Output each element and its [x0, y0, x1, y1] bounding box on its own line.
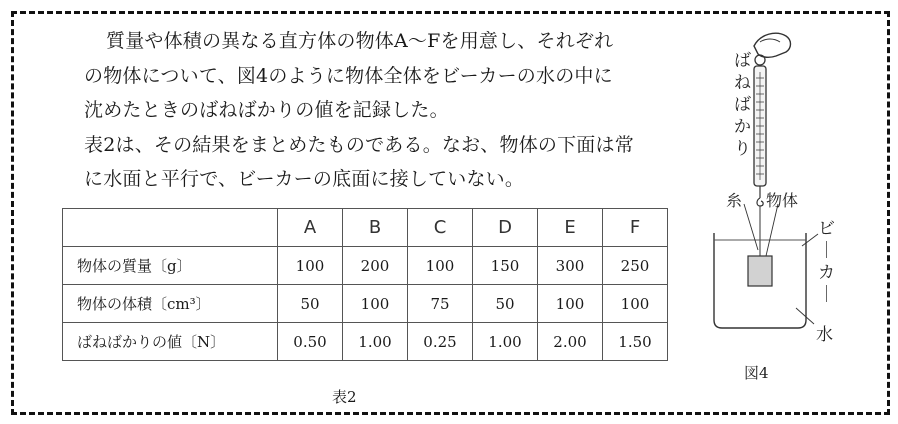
beaker-label-3: カ [818, 263, 835, 283]
table-header-row [63, 209, 668, 247]
hand-icon [754, 33, 791, 65]
column-header-d: D [473, 209, 538, 247]
thread-leader [744, 204, 758, 250]
table-cell: 100 [278, 247, 343, 285]
table-cell: 100 [603, 285, 668, 323]
spring-scale-label-5: り [734, 139, 751, 159]
table-cell: 100 [343, 285, 408, 323]
beaker-label-4: ｜ [818, 285, 835, 305]
row-label-mass: 物体の質量〔g〕 [63, 247, 278, 285]
apparatus-diagram [696, 28, 866, 388]
table-cell: 200 [343, 247, 408, 285]
spring-scale-label-4: か [734, 117, 751, 137]
text-line-2: の物体について、図4のように物体全体をビーカーの水の中に [84, 64, 613, 87]
table-row-scale [63, 323, 668, 361]
column-header-e: E [538, 209, 603, 247]
spring-scale-icon [754, 66, 766, 206]
table-cell: 75 [408, 285, 473, 323]
column-header-f: F [603, 209, 668, 247]
spring-scale-label-1: ば [734, 51, 751, 71]
beaker-label-1: ビ [818, 219, 835, 239]
column-header-c: C [408, 209, 473, 247]
table-cell: 0.25 [408, 323, 473, 361]
table-cell: 0.50 [278, 323, 343, 361]
table-cell: 150 [473, 247, 538, 285]
table-cell: 250 [603, 247, 668, 285]
water-label: 水 [816, 325, 833, 345]
table-cell: 100 [408, 247, 473, 285]
text-line-5: に水面と平行で、ビーカーの底面に接していない。 [84, 168, 525, 190]
beaker-label-2: ｜ [818, 241, 835, 261]
column-header-b: B [343, 209, 408, 247]
object-block [748, 256, 772, 286]
problem-text [84, 24, 684, 197]
table-cell: 100 [538, 285, 603, 323]
table-cell: 1.00 [473, 323, 538, 361]
column-header-a: A [278, 209, 343, 247]
text-line-3: 沈めたときのばねばかりの値を記録した。 [84, 99, 449, 121]
table-cell: 50 [278, 285, 343, 323]
table-row-mass [63, 247, 668, 285]
row-label-volume: 物体の体積〔cm³〕 [63, 285, 278, 323]
figure-4 [696, 28, 866, 388]
figure-caption: 図4 [744, 364, 769, 382]
spring-scale-label-3: ば [734, 95, 751, 115]
table-cell: 2.00 [538, 323, 603, 361]
spring-scale-label-2: ね [734, 73, 751, 93]
table-caption: 表2 [332, 388, 357, 406]
table-cell: 50 [473, 285, 538, 323]
object-leader [766, 204, 778, 256]
table-cell: 300 [538, 247, 603, 285]
table-row-volume [63, 285, 668, 323]
object-label: 物体 [766, 191, 799, 210]
row-label-scale: ばねばかりの値〔N〕 [63, 323, 278, 361]
table-corner-cell [63, 209, 278, 247]
table-cell: 1.50 [603, 323, 668, 361]
text-line-1: 質量や体積の異なる直方体の物体A〜Fを用意し、それぞれ [106, 30, 614, 52]
thread-label: 糸 [726, 191, 743, 210]
text-line-4: 表2は、その結果をまとめたものである。なお、物体の下面は常 [84, 133, 634, 156]
table-cell: 1.00 [343, 323, 408, 361]
water-leader [796, 308, 814, 324]
results-table [62, 208, 668, 361]
